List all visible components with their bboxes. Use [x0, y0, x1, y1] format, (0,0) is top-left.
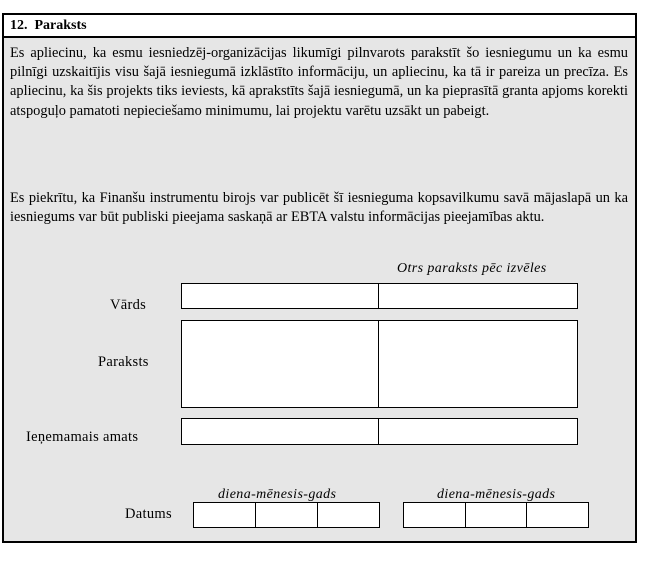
signature-label: Paraksts — [98, 354, 149, 370]
date-primary-month-cell[interactable] — [256, 503, 317, 527]
date-secondary-year-cell[interactable] — [527, 503, 588, 527]
name-field-secondary[interactable] — [379, 283, 578, 309]
date-field-primary — [193, 502, 380, 528]
position-field-primary[interactable] — [181, 418, 379, 445]
date-field-secondary — [403, 502, 589, 528]
date-secondary-day-cell[interactable] — [404, 503, 465, 527]
section-header — [4, 15, 635, 38]
section-title-text: Paraksts — [34, 18, 87, 33]
name-field-primary[interactable] — [181, 283, 379, 309]
declaration-paragraph: Es apliecinu, ka esmu iesniedzēj-organizācijas likumīgi pilnvarots parakstīt šo iesniegumu un ka esmu pilnīgi uzskaitījis visu šajā iesniegumā izklāstīto informāciju, un apliecinu, ka tā ir pareiza un precīza. Es apliecinu, ka šis projekts tiks ieviests, kā aprakstīts šajā iesniegumā, un ka pieprasītā granta apjoms korekti atspoguļo pamatoti nepieciešamo minimumu, lai projektu varētu uzsākt un pabeigt. — [10, 45, 628, 119]
name-field-group — [181, 283, 578, 309]
signature-field-primary[interactable] — [181, 320, 379, 408]
optional-second-signature-note: Otrs paraksts pēc izvēles — [397, 261, 547, 276]
date-primary-day-cell[interactable] — [194, 503, 255, 527]
date-label: Datums — [125, 506, 172, 522]
position-label: Ieņemamais amats — [26, 429, 139, 445]
signature-field-group — [181, 320, 578, 408]
position-field-secondary[interactable] — [379, 418, 578, 445]
date-primary-year-cell[interactable] — [318, 503, 379, 527]
section-number: 12. — [10, 18, 28, 33]
signature-field-secondary[interactable] — [379, 320, 578, 408]
date-format-hint-1: diena-mēnesis-gads — [218, 487, 337, 502]
position-field-group — [181, 418, 578, 445]
section-title — [10, 18, 87, 34]
name-label: Vārds — [110, 297, 147, 313]
consent-paragraph: Es piekrītu, ka Finanšu instrumentu birojs var publicēt šī iesnieguma kopsavilkumu savā mājaslapā un ka iesniegums var būt publiski pieejama saskaņā ar EBTA valstu informācijas pieejamības aktu. — [10, 190, 628, 226]
date-format-hint-2: diena-mēnesis-gads — [437, 487, 556, 502]
signature-section — [2, 13, 637, 543]
date-secondary-month-cell[interactable] — [466, 503, 526, 527]
